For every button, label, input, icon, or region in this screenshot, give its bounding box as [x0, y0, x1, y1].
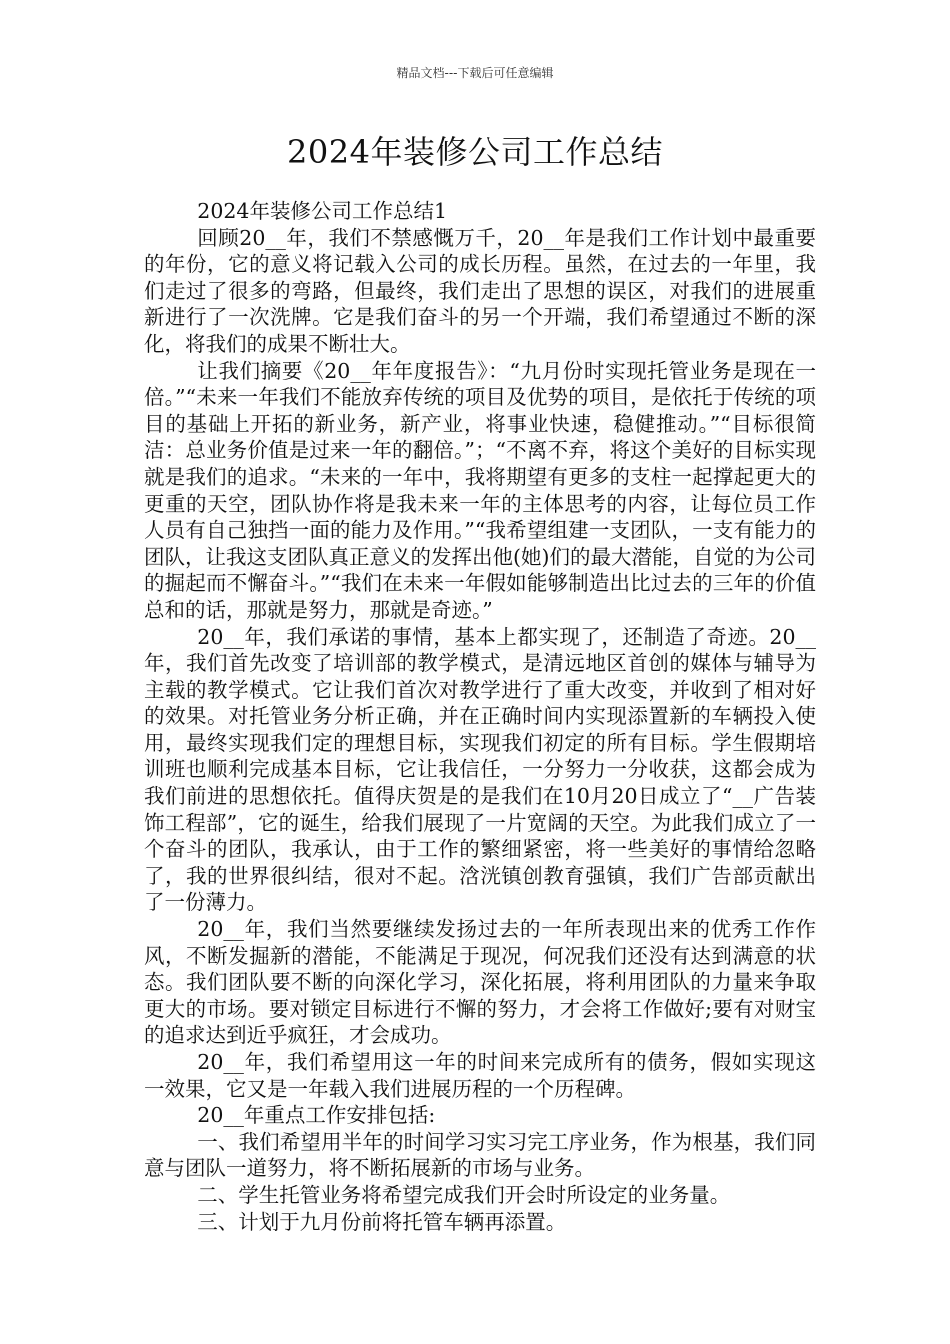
paragraph: 让我们摘要《20__年年度报告》：“九月份时实现托管业务是现在一倍。”“未来一年我们不能放弃传统的项目及优势的项目，是依托于传统的项目的基础上开拓的新业务，新产业，将事业快速，稳健推动。”“目标很简洁：总业务价值是过来一年的翻倍。”；“不离不弃，将这个美好的目标实现就是我们的追求。“未来的一年中，我将期望有更多的支柱一起撑起更大的更重的天空，团队协作将是我未来一年的主体思考的内容，让每位员工作人员有自己独挡一面的能力及作用。”“我希望组建一支团队，一支有能力的团队，让我这支团队真正意义的发挥出他(她)们的最大潜能，自觉的为公司的掘起而不懈奋斗。”“我们在未来一年假如能够制造出比过去的三年的价值总和的话，那就是努力，那就是奇迹。”	[144, 358, 816, 622]
paragraph: 20__年，我们希望用这一年的时间来完成所有的债务，假如实现这一效果，它又是一年载入我们进展历程的一个历程碑。	[144, 1050, 816, 1101]
paragraph: 回顾20__年，我们不禁感慨万千，20__年是我们工作计划中最重要的年份，它的意义将记载入公司的成长历程。虽然，在过去的一年里，我们走过了很多的弯路，但最终，我们走出了思想的误区，对我们的进展重新进行了一次洗牌。它是我们奋斗的另一个开端，我们希望通过不断的深化，将我们的成果不断壮大。	[144, 225, 816, 356]
work-plan-heading: 20__年重点工作安排包括:	[197, 1103, 436, 1128]
work-plan-item: 三、计划于九月份前将托管车辆再添置。	[197, 1209, 567, 1234]
document-body	[144, 198, 816, 1235]
paragraph: 20__年，我们当然要继续发扬过去的一年所表现出来的优秀工作作风，不断发掘新的潜能，不能满足于现况，何况我们还没有达到满意的状态。我们团队要不断的向深化学习，深化拓展，将利用团队的力量来争取更大的市场。要对锁定目标进行不懈的努力，才会将工作做好;要有对财宝的追求达到近乎疯狂，才会成功。	[144, 917, 816, 1048]
paragraph: 20__年，我们承诺的事情，基本上都实现了，还制造了奇迹。20__年，我们首先改变了培训部的教学模式，是清远地区首创的媒体与辅导为主载的教学模式。它让我们首次对教学进行了重大改变，并收到了相对好的效果。对托管业务分析正确，并在正确时间内实现添置新的车辆投入使用，最终实现我们定的理想目标，实现我们初定的所有目标。学生假期培训班也顺利完成基本目标，它让我信任，一分努力一分收获，这都会成为我们前进的思想依托。值得庆贺是的是我们在10月20日成立了“__广告装饰工程部”，它的诞生，给我们展现了一片宽阔的天空。为此我们成立了一个奋斗的团队，我承认，由于工作的繁细紧密，将一些美好的事情给忽略了，我的世界很纠结，很对不起。浛洸镇创教育强镇，我们广告部贡献出了一份薄力。	[144, 624, 816, 915]
section-title: 2024年装修公司工作总结1	[197, 199, 448, 223]
header-note: 精品文档---下载后可任意编辑	[396, 66, 554, 80]
work-plan-item: 二、学生托管业务将希望完成我们开会时所设定的业务量。	[197, 1182, 731, 1207]
document-title: 2024年装修公司工作总结	[287, 133, 663, 171]
work-plan-item: 一、我们希望用半年的时间学习实习完工序业务，作为根基，我们同意与团队一道努力，将不断拓展新的市场与业务。	[144, 1129, 816, 1181]
